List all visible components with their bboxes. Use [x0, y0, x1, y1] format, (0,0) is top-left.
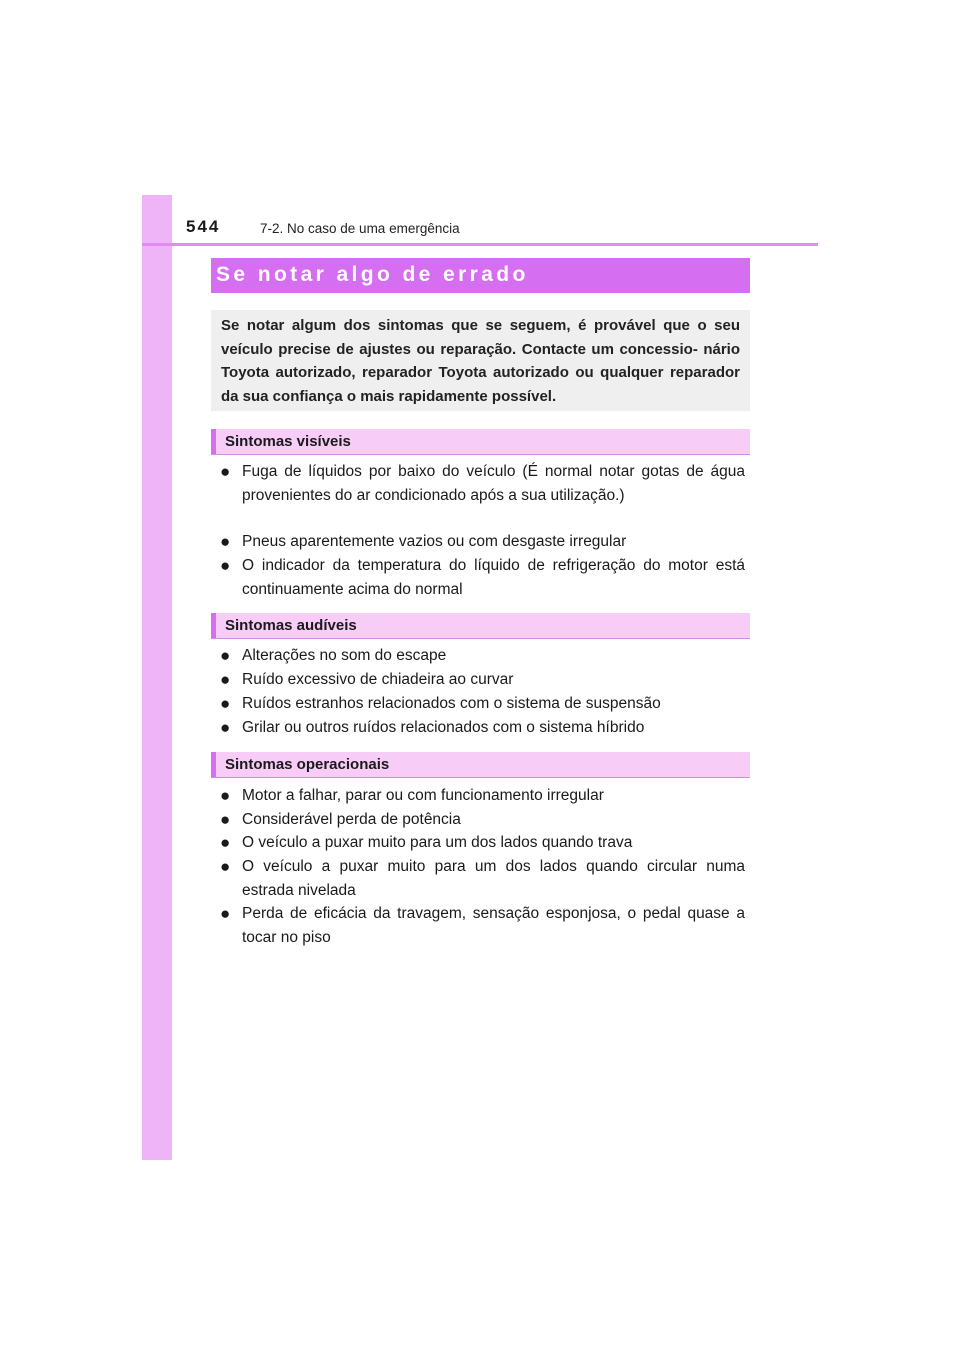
bullet-icon: ●	[220, 462, 231, 481]
list-item	[220, 808, 745, 832]
subheading-audible-symptoms	[211, 613, 750, 639]
bullet-icon: ●	[220, 670, 231, 689]
bullet-icon: ●	[220, 718, 231, 737]
bullet-icon: ●	[220, 857, 231, 876]
intro-text: Se notar algum dos sintomas que se seguem, é provável que o seu veículo precise de ajustes ou reparação. Contacte um concessio- nário Toyota autorizado, reparador Toyota autorizado ou qualquer reparador da sua confiança o mais rapidamente possível.	[221, 317, 740, 405]
list-item-text: Motor a falhar, parar ou com funcionamento irregular	[242, 787, 604, 804]
chapter-side-strip	[142, 195, 172, 1160]
bullet-icon: ●	[220, 904, 231, 923]
subheading-accent	[211, 613, 216, 638]
list-item-text: O indicador da temperatura do líquido de refrigeração do motor está continuamente acima do normal	[242, 557, 745, 598]
subheading-operational-symptoms	[211, 752, 750, 778]
bullet-icon: ●	[220, 646, 231, 665]
subheading-accent	[211, 752, 216, 777]
list-item	[220, 784, 745, 808]
list-item	[220, 831, 745, 855]
list-item-text: Perda de eficácia da travagem, sensação esponjosa, o pedal quase a tocar no piso	[242, 905, 745, 946]
subheading-accent	[211, 429, 216, 454]
list-item-text: Considerável perda de potência	[242, 811, 461, 828]
list-item-text: O veículo a puxar muito para um dos lados quando circular numa estrada nivelada	[242, 858, 745, 899]
list-item-text: Pneus aparentemente vazios ou com desgaste irregular	[242, 533, 627, 550]
bullet-icon: ●	[220, 786, 231, 805]
bullet-icon: ●	[220, 556, 231, 575]
section-path: 7-2. No caso de uma emergência	[260, 221, 460, 236]
bullet-icon: ●	[220, 532, 231, 551]
list-item-text: Alterações no som do escape	[242, 647, 447, 664]
list-item-text: O veículo a puxar muito para um dos lados quando trava	[242, 834, 633, 851]
list-item-text: Ruído excessivo de chiadeira ao curvar	[242, 671, 514, 688]
list-item	[220, 460, 745, 507]
list-item	[220, 644, 745, 668]
list-item	[220, 692, 745, 716]
list-item	[220, 855, 745, 902]
subheading-label: Sintomas operacionais	[225, 756, 390, 773]
subheading-label: Sintomas audíveis	[225, 617, 357, 634]
bullet-icon: ●	[220, 694, 231, 713]
page-number: 544	[186, 217, 221, 236]
subheading-label: Sintomas visíveis	[225, 433, 351, 450]
list-item	[220, 554, 745, 601]
list-item-text: Fuga de líquidos por baixo do veículo (É normal notar gotas de água provenientes do ar condicionado após a sua utilização.)	[242, 463, 745, 504]
list-item	[220, 902, 745, 949]
bullet-icon: ●	[220, 810, 231, 829]
list-item-text: Ruídos estranhos relacionados com o sistema de suspensão	[242, 695, 661, 712]
list-item	[220, 668, 745, 692]
list-item-text: Grilar ou outros ruídos relacionados com o sistema híbrido	[242, 719, 645, 736]
header-rule	[142, 243, 818, 246]
subheading-visible-symptoms	[211, 429, 750, 455]
main-title: Se notar algo de errado	[216, 263, 529, 286]
bullet-icon: ●	[220, 833, 231, 852]
list-item	[220, 716, 745, 740]
list-item	[220, 530, 745, 554]
